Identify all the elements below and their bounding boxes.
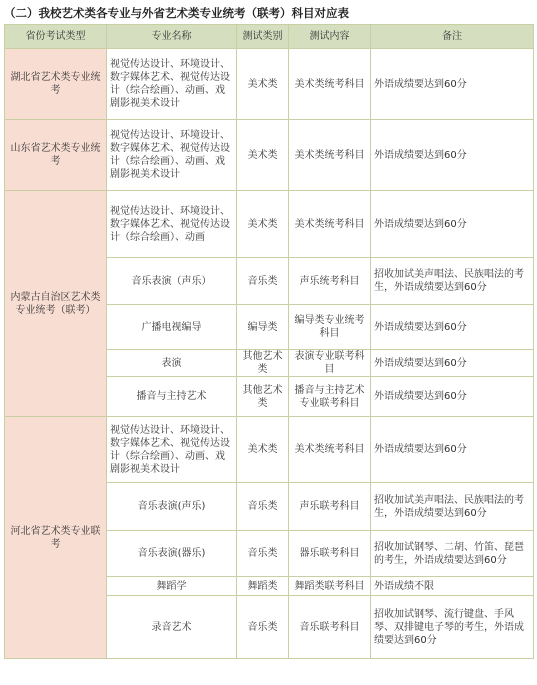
content-cell: 声乐统考科目	[289, 258, 371, 305]
major-cell: 音乐表演(声乐)	[107, 483, 237, 531]
category-cell: 音乐类	[237, 483, 289, 531]
major-cell: 音乐表演(器乐)	[107, 531, 237, 577]
category-cell: 美术类	[237, 49, 289, 120]
category-cell: 音乐类	[237, 596, 289, 659]
note-cell: 外语成绩要达到60分	[371, 417, 534, 483]
category-cell: 其他艺术类	[237, 377, 289, 417]
content-cell: 音乐联考科目	[289, 596, 371, 659]
note-cell: 外语成绩不限	[371, 577, 534, 596]
major-cell: 播音与主持艺术	[107, 377, 237, 417]
content-cell: 编导类专业统考科目	[289, 305, 371, 350]
province-cell: 河北省艺术类专业联考	[5, 417, 107, 659]
note-cell: 外语成绩要达到60分	[371, 191, 534, 258]
note-cell: 招收加试钢琴、二胡、竹笛、琵琶的考生，外语成绩要达到60分	[371, 531, 534, 577]
category-cell: 舞蹈类	[237, 577, 289, 596]
note-cell: 招收加试钢琴、流行键盘、手风琴、双排键电子琴的考生，外语成绩要达到60分	[371, 596, 534, 659]
content-cell: 美术类统考科目	[289, 120, 371, 191]
category-cell: 美术类	[237, 417, 289, 483]
header-major-name: 专业名称	[107, 25, 237, 49]
category-cell: 其他艺术类	[237, 350, 289, 377]
major-cell: 录音艺术	[107, 596, 237, 659]
table-row	[5, 49, 534, 120]
note-cell: 外语成绩要达到60分	[371, 305, 534, 350]
content-cell: 美术类统考科目	[289, 191, 371, 258]
content-cell: 美术类统考科目	[289, 49, 371, 120]
subject-correspondence-table	[4, 24, 534, 659]
content-cell: 表演专业联考科目	[289, 350, 371, 377]
category-cell: 编导类	[237, 305, 289, 350]
major-cell: 舞蹈学	[107, 577, 237, 596]
table-row	[5, 120, 534, 191]
content-cell: 美术类统考科目	[289, 417, 371, 483]
category-cell: 音乐类	[237, 258, 289, 305]
table-row	[5, 417, 534, 483]
major-cell: 视觉传达设计、环境设计、数字媒体艺术、视觉传达设计（综合绘画）、动画、戏剧影视美术设计	[107, 49, 237, 120]
major-cell: 视觉传达设计、环境设计、数字媒体艺术、视觉传达设计（综合绘画）、动画、戏剧影视美术设计	[107, 417, 237, 483]
note-cell: 外语成绩要达到60分	[371, 49, 534, 120]
content-cell: 器乐联考科目	[289, 531, 371, 577]
header-note: 备注	[371, 25, 534, 49]
note-cell: 招收加试美声唱法、民族唱法的考生，外语成绩要达到60分	[371, 483, 534, 531]
category-cell: 美术类	[237, 191, 289, 258]
header-test-category: 测试类别	[237, 25, 289, 49]
note-cell: 外语成绩要达到60分	[371, 120, 534, 191]
note-cell: 招收加试美声唱法、民族唱法的考生，外语成绩要达到60分	[371, 258, 534, 305]
content-cell: 播音与主持艺术专业联考科目	[289, 377, 371, 417]
content-cell: 声乐联考科目	[289, 483, 371, 531]
note-cell: 外语成绩要达到60分	[371, 350, 534, 377]
major-cell: 广播电视编导	[107, 305, 237, 350]
major-cell: 表演	[107, 350, 237, 377]
header-test-content: 测试内容	[289, 25, 371, 49]
province-cell: 内蒙古自治区艺术类专业统考（联考）	[5, 191, 107, 417]
category-cell: 音乐类	[237, 531, 289, 577]
page-title: （二）我校艺术类各专业与外省艺术类专业统考（联考）科目对应表	[4, 6, 349, 20]
major-cell: 音乐表演（声乐）	[107, 258, 237, 305]
note-cell: 外语成绩要达到60分	[371, 377, 534, 417]
table-header-row	[5, 25, 534, 49]
header-province-exam-type: 省份考试类型	[5, 25, 107, 49]
category-cell: 美术类	[237, 120, 289, 191]
content-cell: 舞蹈类联考科目	[289, 577, 371, 596]
major-cell: 视觉传达设计、环境设计、数字媒体艺术、视觉传达设计（综合绘画）、动画	[107, 191, 237, 258]
table-row	[5, 191, 534, 258]
province-cell: 湖北省艺术类专业统考	[5, 49, 107, 120]
major-cell: 视觉传达设计、环境设计、数字媒体艺术、视觉传达设计（综合绘画）、动画、戏剧影视美术设计	[107, 120, 237, 191]
province-cell: 山东省艺术类专业统考	[5, 120, 107, 191]
